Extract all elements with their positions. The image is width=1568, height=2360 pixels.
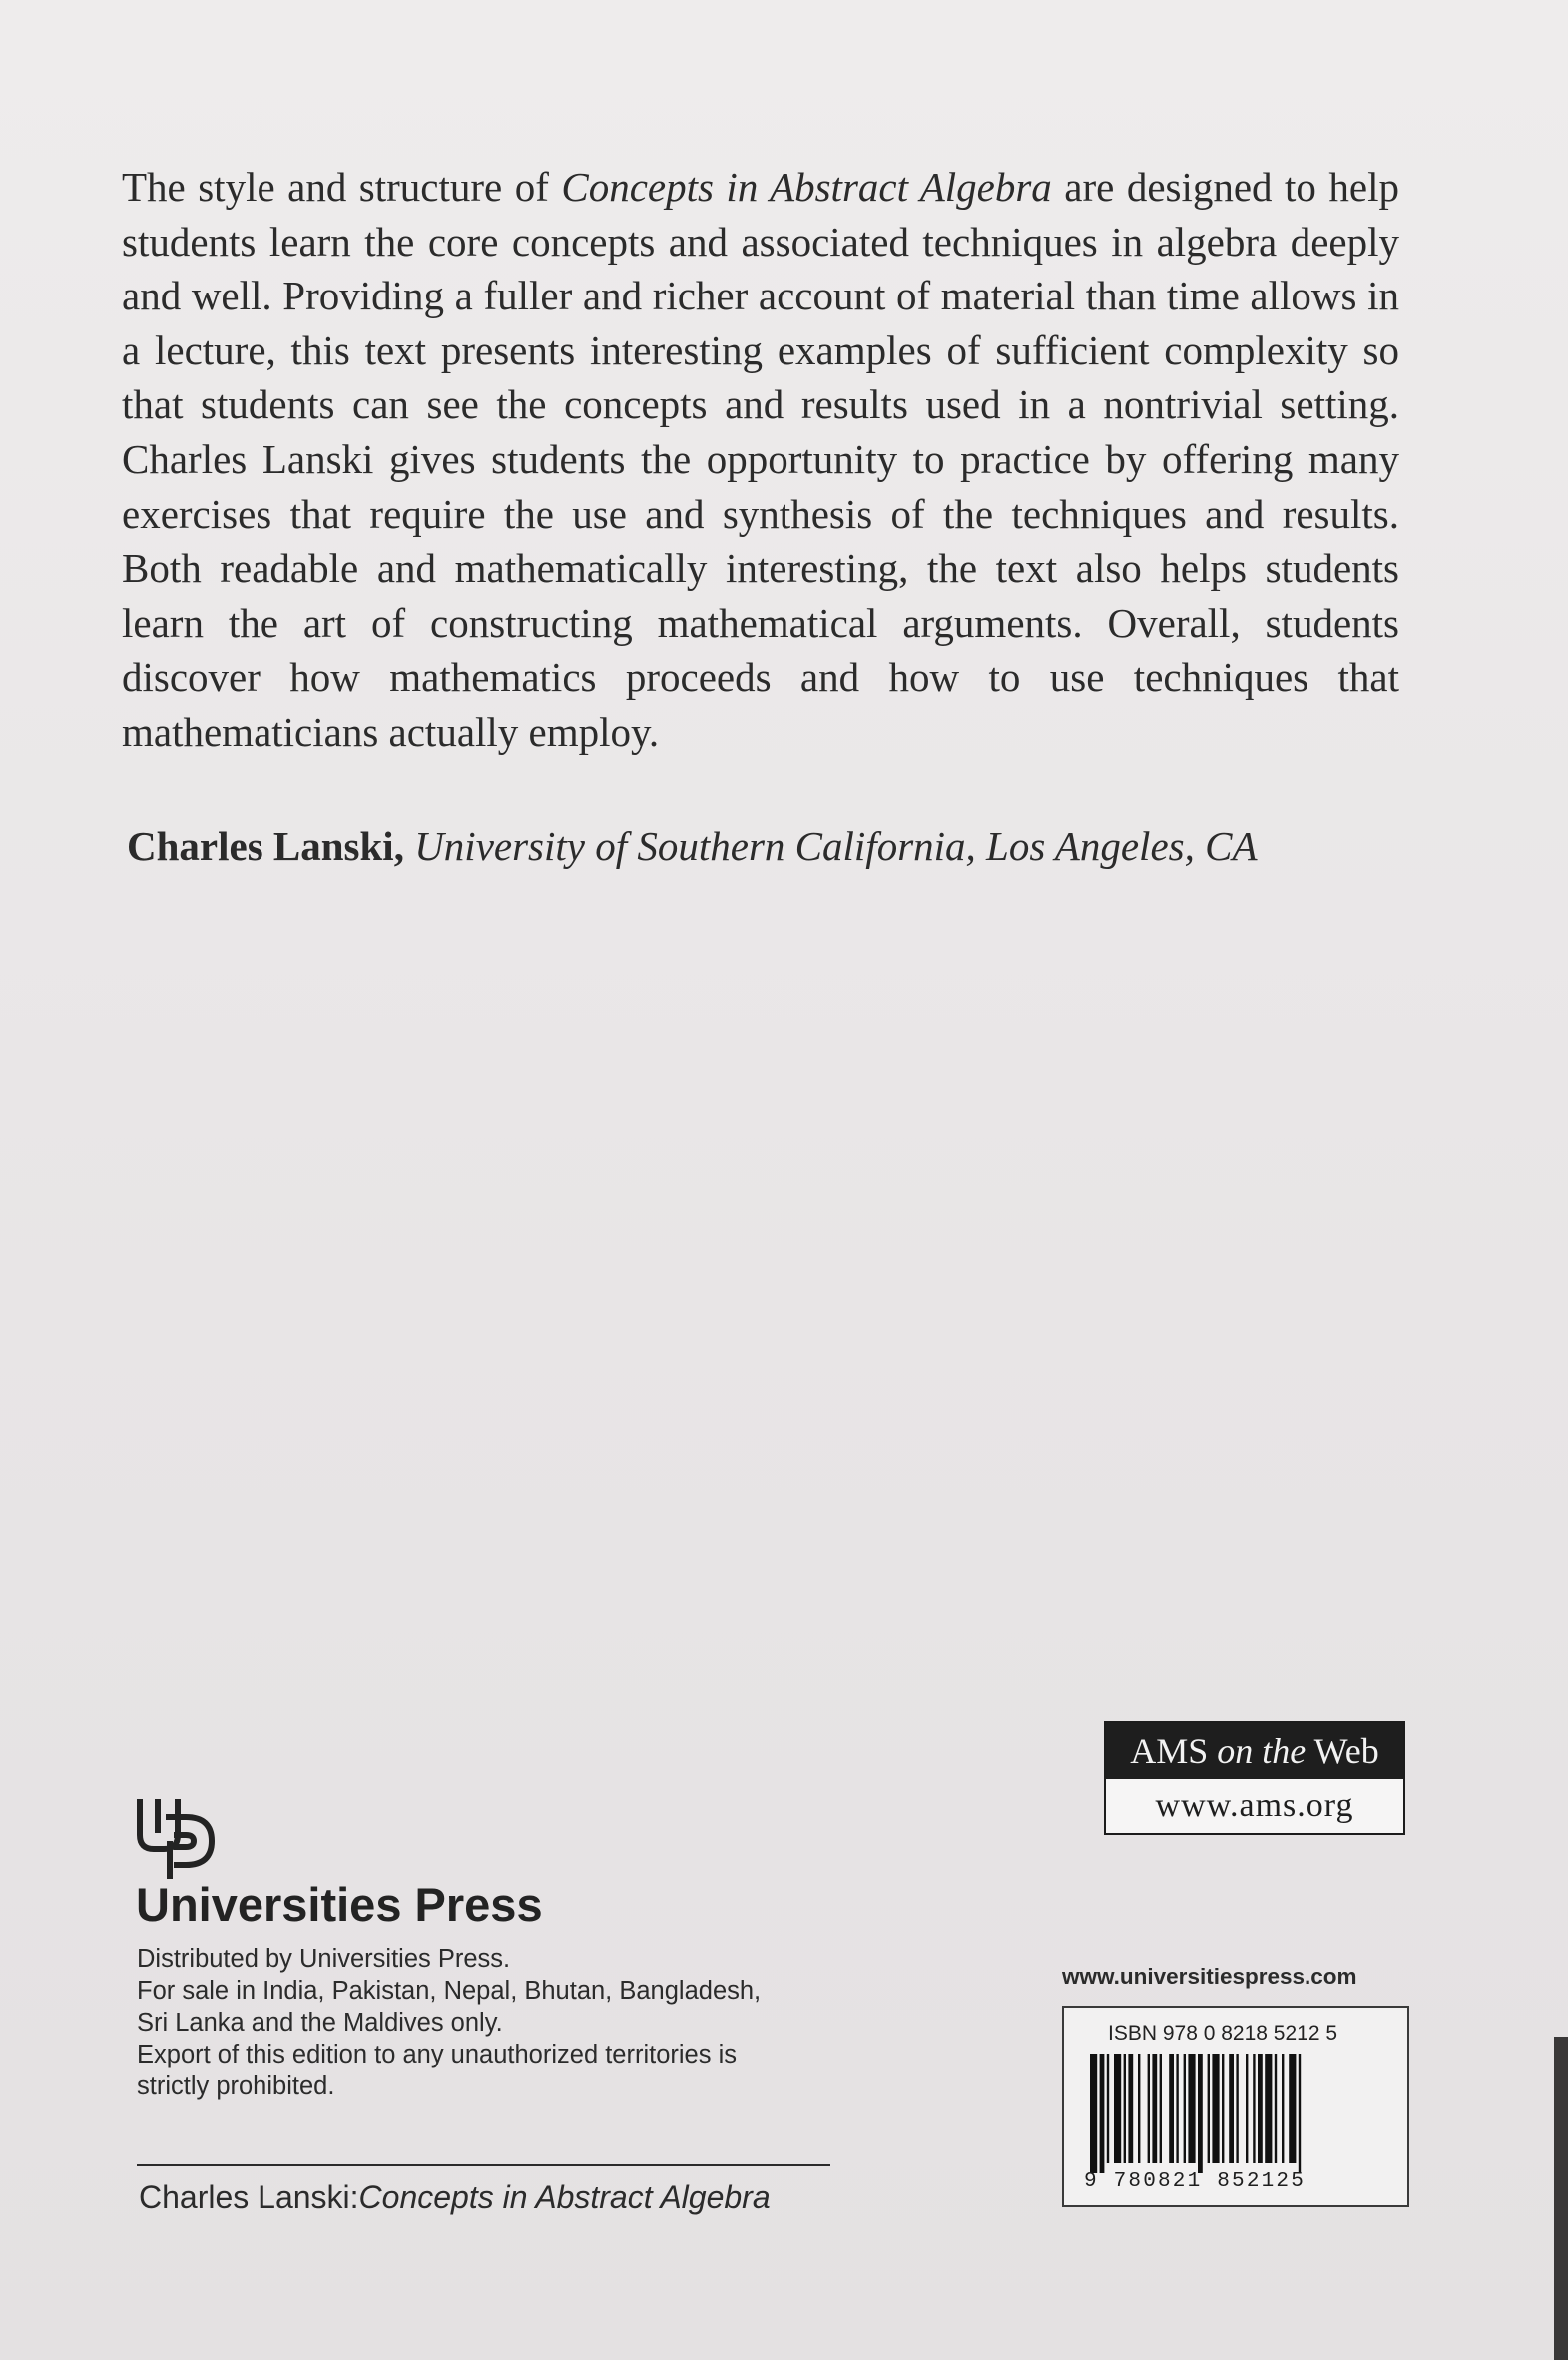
barcode-bar — [1090, 2054, 1097, 2173]
publisher-website: www.universitiespress.com — [1062, 1964, 1357, 1989]
barcode-bar — [1169, 2054, 1174, 2163]
barcode-bar — [1222, 2054, 1224, 2163]
ams-web-label: Web — [1313, 1731, 1379, 1771]
barcode-bar — [1160, 2054, 1162, 2163]
barcode-bar — [1236, 2054, 1238, 2163]
ams-on-the: on the — [1217, 1731, 1307, 1771]
ams-url: www.ams.org — [1106, 1779, 1403, 1833]
barcode-bar — [1253, 2054, 1255, 2163]
barcode-bar — [1246, 2054, 1248, 2163]
barcode-bar — [1265, 2054, 1272, 2163]
barcode-bar — [1229, 2054, 1234, 2163]
footer-book-title: Concepts in Abstract Algebra — [358, 2179, 771, 2215]
barcode-bar — [1258, 2054, 1263, 2163]
cover-blurb — [122, 160, 1399, 760]
universities-press-logo-icon — [134, 1795, 218, 1879]
barcode-bar — [1289, 2054, 1296, 2163]
barcode-bar — [1198, 2054, 1203, 2173]
barcode-bar — [1176, 2054, 1178, 2163]
barcode-bar — [1114, 2054, 1121, 2163]
barcode-bar — [1148, 2054, 1150, 2163]
barcode-bar — [1282, 2054, 1284, 2163]
notice-line: strictly prohibited. — [137, 2072, 335, 2100]
barcode-bar — [1184, 2054, 1186, 2163]
footer-divider — [137, 2164, 830, 2166]
blurb-intro: The style and structure of — [122, 164, 562, 210]
ams-badge-header — [1106, 1723, 1403, 1779]
barcode-bar — [1124, 2054, 1126, 2163]
barcode-bars — [1084, 2054, 1383, 2173]
author-line — [127, 819, 1424, 873]
notice-line: Export of this edition to any unauthorized territories is — [137, 2041, 737, 2068]
barcode-bar — [1100, 2054, 1105, 2173]
barcode-bar — [1188, 2054, 1195, 2163]
author-affiliation: University of Southern California, Los Angeles, CA — [414, 823, 1258, 869]
barcode-bar — [1275, 2054, 1277, 2163]
barcode-bar — [1107, 2054, 1109, 2163]
author-name: Charles Lanski, — [127, 823, 404, 869]
notice-line: Distributed by Universities Press. — [137, 1945, 511, 1973]
notice-line: For sale in India, Pakistan, Nepal, Bhutan, Bangladesh, — [137, 1977, 762, 2005]
barcode-digits: 9 780821 852125 — [1084, 2170, 1307, 2193]
isbn-number: ISBN 978 0 8218 5212 5 — [1108, 2022, 1338, 2045]
ams-label: AMS — [1130, 1731, 1209, 1771]
ams-web-badge — [1104, 1721, 1405, 1835]
footer-author: Charles Lanski: — [139, 2179, 359, 2215]
notice-line: Sri Lanka and the Maldives only. — [137, 2009, 503, 2037]
barcode-bar — [1208, 2054, 1210, 2163]
footer-book-credit — [139, 2174, 771, 2220]
isbn-barcode — [1062, 2006, 1409, 2207]
blurb-book-title: Concepts in Abstract Algebra — [561, 164, 1052, 210]
barcode-bar — [1128, 2054, 1133, 2163]
barcode-bar — [1138, 2054, 1140, 2163]
distribution-notice — [137, 1943, 875, 2102]
barcode-bar — [1152, 2054, 1157, 2163]
barcode-bar — [1212, 2054, 1219, 2163]
barcode-bar — [1299, 2054, 1301, 2173]
page-edge-shadow — [1554, 2037, 1568, 2360]
blurb-body: are designed to help students learn the core concepts and associated techniques in algebra deeply and well. Providing a fuller and richer account of material than time allows in a lecture, this text presents interesting examples of sufficient complexity so that students can see the concepts and results used in a nontrivial setting. Charles Lanski gives students the opportunity to practice by offering many exercises that require the use and synthesis of the techniques and results. Both readable and mathematically interesting, the text also helps students learn the art of constructing mathematical arguments. Overall, students discover how mathematics proceeds and how to use techniques that mathematicians actually employ. — [122, 164, 1399, 755]
publisher-name: Universities Press — [136, 1878, 543, 1931]
